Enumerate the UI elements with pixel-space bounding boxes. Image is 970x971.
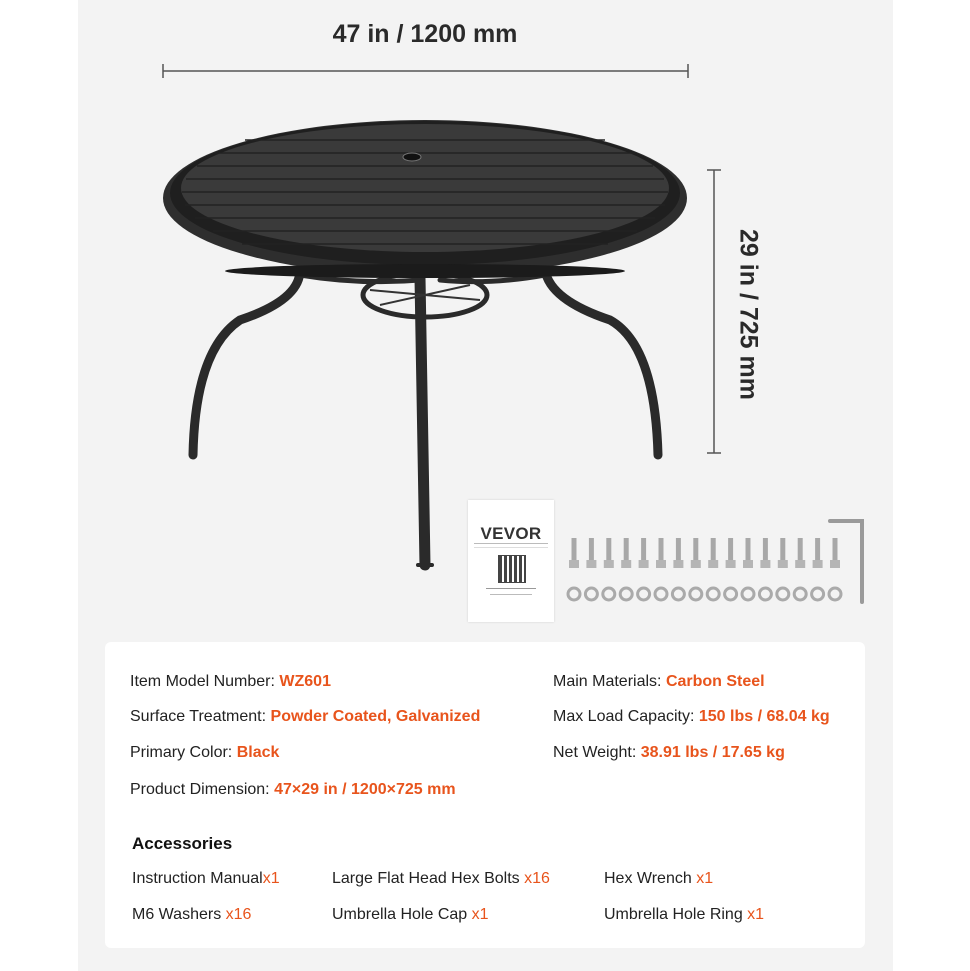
spec-color: Primary Color: Black: [130, 744, 280, 761]
hex-bolt-icon: [708, 538, 718, 568]
washer-icon: [812, 588, 824, 600]
washer-icon: [759, 588, 771, 600]
hex-bolt-icon: [656, 538, 666, 568]
accessory-item: Large Flat Head Hex Bolts x16: [332, 870, 550, 887]
washer-icon: [777, 588, 789, 600]
washer-icon: [585, 588, 597, 600]
manual-text-line: [490, 594, 532, 595]
hex-bolt-icon: [621, 538, 631, 568]
accessory-item: Hex Wrench x1: [604, 870, 714, 887]
spec-materials-value: Carbon Steel: [665, 673, 765, 690]
spec-weight: Net Weight: 38.91 lbs / 17.65 kg: [553, 744, 785, 761]
washer-icon: [829, 588, 841, 600]
table-top-surface: [181, 124, 669, 252]
hex-bolt-icon: [795, 538, 805, 568]
qr-code-icon: [498, 555, 526, 583]
washer-icon: [690, 588, 702, 600]
hex-bolts-group: [569, 538, 840, 568]
manual-tagline: [474, 543, 548, 548]
width-dimension-line: [163, 64, 688, 78]
width-dimension-label: 47 in / 1200 mm: [332, 20, 518, 48]
washer-icon: [603, 588, 615, 600]
washer-icon: [638, 588, 650, 600]
spec-surface-value: Powder Coated, Galvanized: [270, 708, 481, 725]
washer-icon: [655, 588, 667, 600]
spec-load: Max Load Capacity: 150 lbs / 68.04 kg: [553, 708, 830, 725]
table-legs: [193, 270, 658, 565]
hex-bolt-icon: [691, 538, 701, 568]
height-dimension-label: 29 in / 725 mm: [734, 229, 763, 400]
hex-bolt-icon: [726, 538, 736, 568]
washer-icon: [568, 588, 580, 600]
hex-bolt-icon: [673, 538, 683, 568]
hex-bolt-icon: [743, 538, 753, 568]
accessory-item: Umbrella Hole Ring x1: [604, 906, 765, 923]
spec-surface: Surface Treatment: Powder Coated, Galvanized: [130, 708, 481, 725]
height-dimension-line: [707, 170, 721, 453]
spec-weight-value: 38.91 lbs / 17.65 kg: [640, 744, 785, 761]
spec-materials: Main Materials: Carbon Steel: [553, 673, 765, 690]
washers-group: [568, 588, 841, 600]
washer-icon: [794, 588, 806, 600]
washer-icon: [620, 588, 632, 600]
washer-icon: [707, 588, 719, 600]
spec-dimension-value: 47×29 in / 1200×725 mm: [274, 781, 456, 798]
spec-color-value: Black: [236, 744, 280, 761]
instruction-manual-image: [468, 500, 554, 622]
washer-icon: [742, 588, 754, 600]
vevor-logo: VEVOR: [480, 524, 542, 543]
accessories-title: Accessories: [132, 834, 233, 853]
spec-model-value: WZ601: [279, 673, 331, 690]
washer-icon: [672, 588, 684, 600]
accessory-item: M6 Washers x16: [132, 906, 252, 923]
spec-load-value: 150 lbs / 68.04 kg: [698, 708, 830, 725]
hex-bolt-icon: [778, 538, 788, 568]
spec-model: Item Model Number: WZ601: [130, 673, 331, 690]
hex-bolt-icon: [639, 538, 649, 568]
hex-bolt-icon: [586, 538, 596, 568]
hex-bolt-icon: [830, 538, 840, 568]
spec-card: [105, 642, 865, 948]
hex-bolt-icon: [760, 538, 770, 568]
spec-dimension: Product Dimension: 47×29 in / 1200×725 mm: [130, 781, 456, 798]
hex-bolt-icon: [604, 538, 614, 568]
accessory-item: Umbrella Hole Cap x1: [332, 906, 489, 923]
hex-bolt-icon: [569, 538, 579, 568]
hex-bolt-icon: [813, 538, 823, 568]
accessory-item: Instruction Manualx1: [132, 870, 280, 887]
umbrella-hole: [403, 153, 421, 161]
manual-text-line: [486, 588, 536, 589]
washer-icon: [725, 588, 737, 600]
